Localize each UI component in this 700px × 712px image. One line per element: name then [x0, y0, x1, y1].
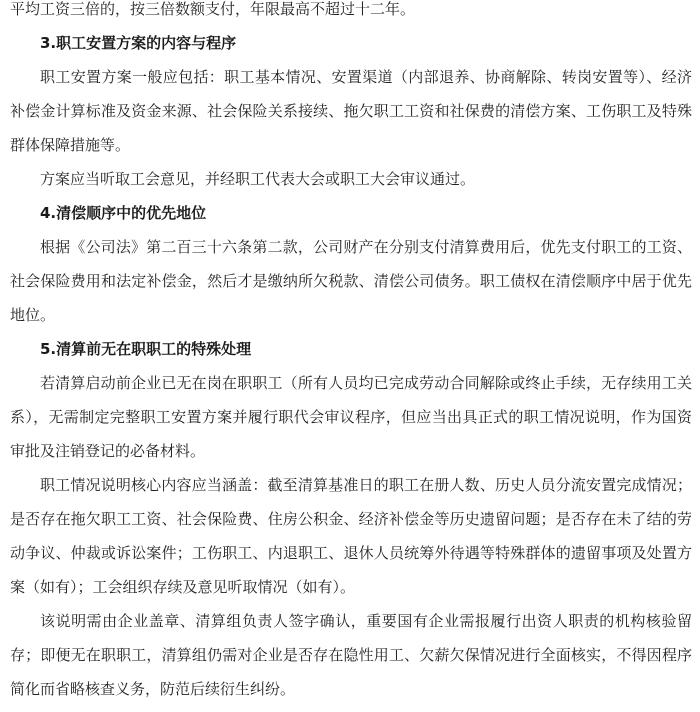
section-5-paragraph-1: 若清算启动前企业已无在岗在职职工（所有人员均已完成劳动合同解除或终止手续，无存续用工关系），无需制定完整职工安置方案并履行职代会审议程序，但应当出具正式的职工情况说明，作为国资审批及注销登记的必备材料。	[10, 374, 692, 460]
section-4-heading: 4.清偿顺序中的优先地位	[40, 204, 207, 222]
section-4-paragraph-1: 根据《公司法》第二百三十六条第二款，公司财产在分别支付清算费用后，优先支付职工的工资、社会保险费用和法定补偿金，然后才是缴纳所欠税款、清偿公司债务。职工债权在清偿顺序中居于优先地位。	[10, 238, 692, 324]
section-5-paragraph-3: 该说明需由企业盖章、清算组负责人签字确认，重要国有企业需报履行出资人职责的机构核验留存；即便无在职职工，清算组仍需对企业是否存在隐性用工、欠薪欠保情况进行全面核实，不得因程序简化而省略核查义务，防范后续衍生纠纷。	[10, 612, 692, 698]
section-3-paragraph-1: 职工安置方案一般应包括：职工基本情况、安置渠道（内部退养、协商解除、转岗安置等）、经济补偿金计算标准及资金来源、社会保险关系接续、拖欠职工工资和社保费的清偿方案、工伤职工及特殊群体保障措施等。	[10, 68, 692, 154]
section-3-heading: 3.职工安置方案的内容与程序	[40, 34, 237, 52]
section-5-heading: 5.清算前无在职职工的特殊处理	[40, 340, 252, 358]
intro-paragraph: 平均工资三倍的，按三倍数额支付，年限最高不超过十二年。	[10, 0, 416, 18]
section-5-paragraph-2: 职工情况说明核心内容应当涵盖：截至清算基准日的职工在册人数、历史人员分流安置完成情况；是否存在拖欠职工工资、社会保险费、住房公积金、经济补偿金等历史遗留问题；是否存在未了结的劳动争议、仲裁或诉讼案件；工伤职工、内退职工、退休人员统筹外待遇等特殊群体的遗留事项及处置方案（如有）；工会组织存续及意见听取情况（如有）。	[10, 476, 692, 596]
section-3-paragraph-2: 方案应当听取工会意见，并经职工代表大会或职工大会审议通过。	[40, 170, 476, 188]
